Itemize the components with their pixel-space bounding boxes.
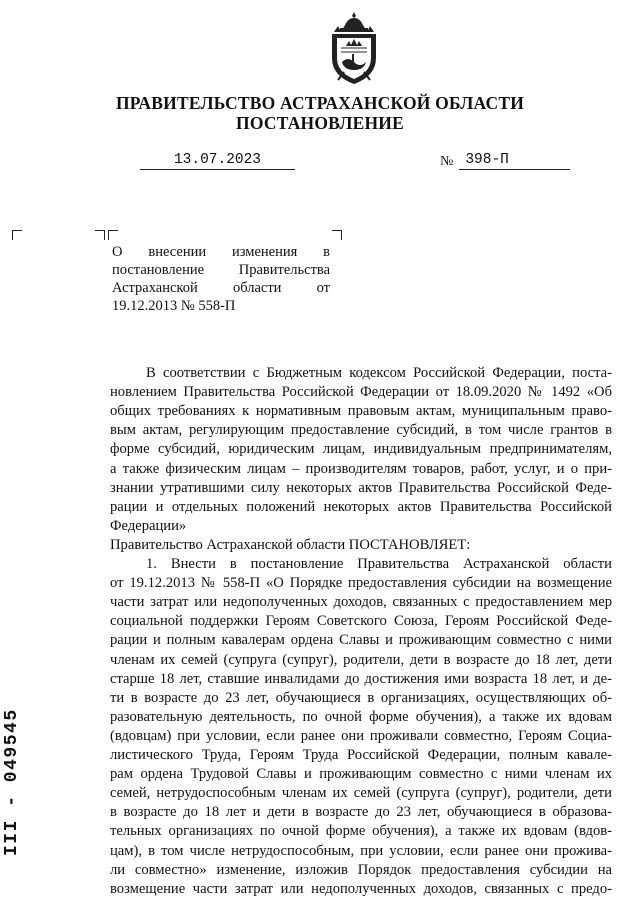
body-line: вым актам, регулирующим предоставление субсидий, в том числе грантов в (110, 422, 612, 439)
body-line: 1. Внести в постановление Правительства Астраханской области (146, 556, 612, 572)
form-serial-number: ІІІ - 049545 (2, 708, 22, 856)
body-line: возмещение части затрат или недополученных доходов, связанных с предо- (110, 880, 612, 897)
body-line: социальной поддержки Героям Советского Союза, Героям Российской Феде- (110, 613, 612, 630)
body-line: (вдовцам) при условии, если ранее они проживали совместно, Героям Социа- (110, 727, 612, 744)
body-line: листического Труда, Героям Труда Российской Федерации, полным кавале- (110, 747, 612, 763)
document-type-title: ПОСТАНОВЛЕНИЕ (236, 113, 404, 133)
body-line: а также физическим лицам – производителям товаров, работ, услуг, и о при- (110, 460, 612, 477)
body-line: рации и отдельных положений некоторых актов Правительства Российской (110, 498, 612, 515)
body-line: Правительство Астраханской области ПОСТАНОВЛЯЕТ: (110, 536, 471, 553)
body-line: семей, нетрудоспособным членам их семей (супруга (супруг), родители, дети (110, 785, 612, 802)
document-number: 398-П (459, 152, 570, 170)
number-sign: № (440, 154, 454, 169)
body-line: тельных организациях по очной форме обучения), а также их вдовам (вдов- (110, 823, 612, 840)
corner-mark-right (332, 230, 342, 240)
body-line: в возрасте до 18 лет и дети в возрасте до 23 лет, обучающиеся в образова- (110, 804, 612, 821)
body-line: В соответствии с Бюджетным кодексом Российской Федерации, поста- (146, 365, 612, 381)
body-line: Федерации» (110, 517, 187, 534)
body-line: форме субсидий, юридическим лицам, индивидуальным предпринимателям, (110, 441, 612, 458)
corner-mark-inner-right (95, 230, 105, 240)
body-line: старше 18 лет, ставшие инвалидами до достижения ими возраста 18 лет, и де- (110, 670, 612, 687)
body-line: рам ордена Трудовой Славы и проживающим совместно с ними членам их (110, 766, 612, 783)
document-date: 13.07.2023 (140, 152, 295, 170)
document-number-field (440, 152, 570, 170)
body-line: от 19.12.2013 № 558-П «О Порядке предоставления субсидии на возмещение (110, 575, 612, 592)
organization-title: ПРАВИТЕЛЬСТВО АСТРАХАНСКОЙ ОБЛАСТИ (115, 93, 525, 113)
body-line: членам их семей (супруга (супруг), родители, дети в возрасте до 18 лет, дети (110, 651, 612, 668)
document-subject: О внесении изменения в постановление Правительства Астраханской области от 19.12.2013 № 558-П (112, 244, 330, 314)
body-line: части затрат или недополученных доходов, связанных с предоставлением мер (110, 594, 612, 611)
body-line: знании утратившими силу некоторых актов Правительства Российской Феде- (110, 479, 612, 496)
body-line: ли совместно» изменение, изложив Порядок предоставления субсидии на (110, 861, 612, 878)
body-line: ти в возрасте до 23 лет, обучающиеся в организациях, осуществляющих об- (110, 689, 612, 706)
body-line: цам), в том числе нетрудоспособным, при условии, если ранее они прожива- (110, 842, 612, 859)
corner-mark-left (12, 230, 22, 240)
body-line: рации и полным кавалерам ордена Славы и проживающим совместно с ними (110, 632, 612, 649)
body-line: новлением Правительства Российской Федерации от 18.09.2020 № 1492 «Об (110, 384, 612, 401)
corner-mark-inner-left (108, 230, 118, 240)
body-line: общих требованиях к нормативным правовым актам, муниципальным право- (110, 403, 612, 420)
coat-of-arms-emblem (326, 10, 382, 86)
body-line: разовательную деятельность, по очной форме обучения), а также их вдовам (110, 708, 612, 725)
